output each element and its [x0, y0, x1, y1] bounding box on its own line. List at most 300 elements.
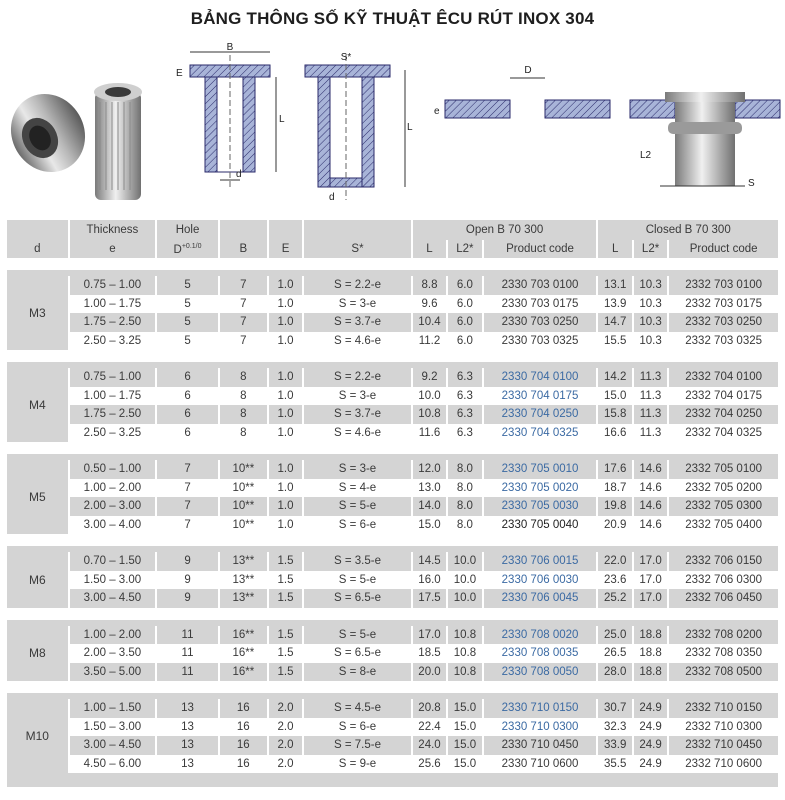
table-row [7, 295, 778, 314]
cell-b: 7 [240, 334, 247, 347]
cell-closed-code: 2332 706 0450 [669, 589, 778, 608]
cell-open-code: 2330 703 0250 [484, 313, 597, 332]
cell-l: 13.0 [418, 481, 441, 494]
cell-hole: 13 [157, 699, 218, 718]
cell-l: 25.6 [418, 757, 441, 770]
header-d: d [7, 240, 68, 258]
cell-hole: 6 [184, 426, 191, 439]
cell-e: 1.5 [269, 663, 302, 682]
cell-cl: 13.1 [598, 276, 631, 295]
cell-s: S = 6.5-e [334, 647, 381, 660]
cell-l: 10.0 [418, 389, 441, 402]
table-row [7, 571, 778, 590]
dim-b-label: B [226, 42, 234, 53]
cell-cl: 33.9 [598, 736, 631, 755]
cell-l2: 10.0 [453, 573, 477, 586]
cell-cl2: 18.8 [639, 647, 662, 660]
cell-hole: 9 [184, 573, 191, 586]
thread-size-cell: M6 [7, 552, 68, 608]
cell-closed-code: 2332 710 0450 [669, 736, 778, 755]
cell-hole: 6 [184, 389, 191, 402]
cell-cl: 13.9 [603, 297, 627, 310]
cell-cl2: 11.3 [634, 368, 667, 387]
cell-closed-code: 2332 703 0250 [669, 313, 778, 332]
cell-open-code: 2330 708 0020 [484, 626, 597, 645]
dim-s2-label: S [748, 178, 755, 189]
cell-s: S = 2.2-e [304, 276, 411, 295]
table-row [7, 387, 778, 406]
cell-closed-code: 2332 704 0250 [669, 405, 778, 424]
rivet-nut-upright-icon [94, 83, 142, 200]
header-open-product-code: Product code [484, 240, 597, 258]
cell-open-code: 2330 705 0010 [484, 460, 597, 479]
cell-open-code: 2330 708 0035 [501, 647, 579, 660]
cell-thickness: 1.00 – 2.00 [70, 626, 156, 645]
cell-closed-code: 2332 705 0400 [685, 518, 763, 531]
spec-table-body [7, 258, 778, 787]
cell-cl2: 24.9 [639, 757, 662, 770]
cell-s: S = 3.7-e [304, 405, 411, 424]
closed-end-section-drawing [305, 55, 405, 200]
cell-l2: 10.8 [448, 663, 481, 682]
cell-l: 16.0 [418, 573, 441, 586]
cell-l2: 6.3 [456, 426, 473, 439]
cell-l2: 15.0 [453, 757, 477, 770]
dim-d-closed-label: d [329, 192, 335, 203]
cell-l2: 6.0 [456, 297, 473, 310]
table-row [7, 405, 778, 424]
cell-e: 2.0 [269, 736, 302, 755]
cell-thickness: 1.50 – 3.00 [83, 573, 142, 586]
cell-cl: 14.7 [598, 313, 631, 332]
dim-l-label: L [279, 114, 285, 125]
header-open-l: L [413, 240, 446, 258]
header-s: S* [304, 240, 411, 258]
header-closed: Closed B 70 300 [598, 220, 778, 240]
cell-l2: 6.3 [448, 368, 481, 387]
cell-open-code: 2330 710 0150 [484, 699, 597, 718]
cell-hole: 7 [157, 497, 218, 516]
cell-cl2: 24.9 [634, 699, 667, 718]
cell-s: S = 4.5-e [304, 699, 411, 718]
cell-s: S = 5-e [338, 573, 377, 586]
cell-open-code: 2330 710 0450 [484, 736, 597, 755]
table-row [7, 332, 778, 351]
cell-closed-code: 2332 705 0100 [669, 460, 778, 479]
cell-thickness: 2.50 – 3.25 [83, 426, 142, 439]
plate-hole-drawing [445, 78, 610, 118]
cell-thickness: 3.00 – 4.00 [83, 518, 142, 531]
cell-cl2: 14.6 [639, 518, 662, 531]
cell-e: 2.0 [277, 757, 294, 770]
cell-open-code: 2330 703 0100 [484, 276, 597, 295]
cell-l2: 10.8 [453, 647, 477, 660]
cell-closed-code: 2332 703 0100 [669, 276, 778, 295]
cell-cl: 32.3 [603, 720, 627, 733]
page-title: BẢNG THÔNG SỐ KỸ THUẬT ÊCU RÚT INOX 304 [190, 9, 595, 28]
cell-cl2: 18.8 [634, 626, 667, 645]
cell-cl: 15.0 [603, 389, 627, 402]
cell-s: S = 4-e [338, 481, 377, 494]
cell-l: 17.5 [413, 589, 446, 608]
cell-l2: 8.0 [456, 518, 473, 531]
header-hole: Hole [157, 220, 218, 240]
cell-closed-code: 2332 705 0300 [669, 497, 778, 516]
cell-cl2: 11.3 [634, 405, 667, 424]
cell-l2: 10.0 [448, 589, 481, 608]
cell-e: 1.0 [277, 334, 294, 347]
cell-cl2: 14.6 [639, 481, 662, 494]
cell-l2: 8.0 [448, 497, 481, 516]
cell-closed-code: 2332 710 0300 [685, 720, 763, 733]
table-row [7, 699, 778, 718]
cell-hole: 11 [157, 626, 218, 645]
cell-s: S = 3-e [338, 389, 377, 402]
cell-s: S = 6.5-e [304, 589, 411, 608]
cell-l: 20.8 [413, 699, 446, 718]
table-row [7, 460, 778, 479]
cell-cl2: 17.0 [634, 552, 667, 571]
cell-cl: 28.0 [598, 663, 631, 682]
cell-thickness: 0.75 – 1.00 [70, 276, 156, 295]
cell-cl: 19.8 [598, 497, 631, 516]
cell-l2: 10.0 [448, 552, 481, 571]
cell-s: S = 3.5-e [304, 552, 411, 571]
cell-open-code: 2330 704 0250 [484, 405, 597, 424]
rivet-nut-photo [0, 80, 142, 200]
header-thickness-sub: e [70, 240, 156, 258]
cell-e: 1.5 [269, 552, 302, 571]
cell-e: 2.0 [277, 720, 294, 733]
cell-l: 12.0 [413, 460, 446, 479]
cell-cl: 20.9 [603, 518, 627, 531]
table-row [7, 589, 778, 608]
cell-closed-code: 2332 703 0325 [685, 334, 763, 347]
cell-e: 1.5 [269, 589, 302, 608]
cell-e: 1.0 [269, 368, 302, 387]
cell-l: 10.4 [413, 313, 446, 332]
cell-b: 16 [236, 720, 250, 733]
cell-cl2: 10.3 [639, 334, 662, 347]
cell-l: 18.5 [418, 647, 441, 660]
cell-b: 8 [240, 426, 247, 439]
cell-closed-code: 2332 704 0175 [685, 389, 763, 402]
table-row [7, 424, 778, 443]
cell-e: 2.0 [269, 699, 302, 718]
cell-open-code: 2330 703 0325 [501, 334, 579, 347]
cell-thickness: 1.50 – 3.00 [83, 720, 142, 733]
cell-b: 7 [220, 276, 267, 295]
cell-b: 8 [240, 389, 247, 402]
cell-b: 16 [220, 736, 267, 755]
cell-cl2: 10.3 [634, 313, 667, 332]
cell-l2: 6.0 [456, 334, 473, 347]
cell-b: 13** [232, 573, 255, 586]
cell-l: 9.2 [413, 368, 446, 387]
cell-hole: 11 [181, 647, 194, 660]
dim-s-label: S* [340, 52, 352, 63]
cell-open-code: 2330 705 0030 [484, 497, 597, 516]
cell-closed-code: 2332 705 0200 [685, 481, 763, 494]
cell-thickness: 0.50 – 1.00 [70, 460, 156, 479]
cell-s: S = 3-e [338, 297, 377, 310]
table-row [7, 626, 778, 645]
table-row [7, 718, 778, 737]
cell-hole: 13 [181, 757, 194, 770]
rivet-nut-tilted-icon [0, 80, 99, 185]
cell-thickness: 4.50 – 6.00 [83, 757, 142, 770]
cell-hole: 7 [157, 460, 218, 479]
table-row [7, 644, 778, 663]
cell-closed-code: 2332 710 0150 [669, 699, 778, 718]
cell-e: 1.0 [269, 313, 302, 332]
cell-b: 16 [236, 757, 250, 770]
cell-cl2: 14.6 [634, 460, 667, 479]
cell-l2: 6.3 [456, 389, 473, 402]
cell-b: 10** [232, 518, 255, 531]
header-closed-l: L [598, 240, 631, 258]
cell-hole: 6 [157, 405, 218, 424]
cell-thickness: 3.50 – 5.00 [70, 663, 156, 682]
cell-closed-code: 2332 708 0500 [669, 663, 778, 682]
cell-closed-code: 2332 708 0350 [685, 647, 763, 660]
cell-l: 8.8 [413, 276, 446, 295]
cell-l2: 6.3 [448, 405, 481, 424]
cell-cl: 23.6 [603, 573, 627, 586]
cell-e: 1.0 [269, 276, 302, 295]
thread-size-cell: M10 [7, 699, 68, 773]
cell-closed-code: 2332 703 0175 [685, 297, 763, 310]
cell-hole: 13 [157, 736, 218, 755]
cell-b: 13** [220, 589, 267, 608]
cell-closed-code: 2332 710 0600 [685, 757, 763, 770]
cell-cl2: 24.9 [639, 720, 662, 733]
cell-cl: 30.7 [598, 699, 631, 718]
cell-cl: 25.2 [598, 589, 631, 608]
cell-hole: 5 [157, 276, 218, 295]
table-row [7, 276, 778, 295]
installed-rivet-nut-drawing [630, 92, 780, 186]
cell-s: S = 9-e [338, 757, 377, 770]
cell-cl2: 14.6 [634, 497, 667, 516]
cell-closed-code: 2332 706 0300 [685, 573, 763, 586]
thread-size-cell: M8 [7, 626, 68, 682]
table-row [7, 368, 778, 387]
header-b: B [220, 240, 267, 258]
cell-open-code: 2330 706 0015 [484, 552, 597, 571]
header-d-top [7, 220, 68, 240]
cell-open-code: 2330 705 0020 [501, 481, 579, 494]
cell-hole: 6 [157, 368, 218, 387]
cell-hole: 7 [184, 518, 191, 531]
cell-l: 10.8 [413, 405, 446, 424]
table-row [7, 755, 778, 774]
cell-hole: 11 [157, 663, 218, 682]
cell-thickness: 1.00 – 1.50 [70, 699, 156, 718]
cell-s: S = 5-e [304, 497, 411, 516]
thread-size-cell: M5 [7, 460, 68, 534]
cell-l: 24.0 [413, 736, 446, 755]
cell-l: 17.0 [413, 626, 446, 645]
cell-l: 20.0 [413, 663, 446, 682]
cell-cl: 15.8 [598, 405, 631, 424]
header-thickness: Thickness [70, 220, 156, 240]
cell-e: 1.0 [277, 297, 294, 310]
cell-l: 14.5 [413, 552, 446, 571]
cell-closed-code: 2332 708 0200 [669, 626, 778, 645]
header-closed-l2: L2* [634, 240, 667, 258]
cell-cl2: 17.0 [634, 589, 667, 608]
cell-cl: 35.5 [603, 757, 627, 770]
cell-l: 11.6 [418, 426, 441, 439]
cell-s: S = 4.6-e [334, 334, 381, 347]
cell-hole: 9 [157, 552, 218, 571]
cell-b: 10** [220, 497, 267, 516]
cell-hole: 5 [184, 297, 191, 310]
table-row [7, 552, 778, 571]
cell-e: 1.0 [277, 518, 294, 531]
cell-cl: 14.2 [598, 368, 631, 387]
cell-open-code: 2330 708 0050 [484, 663, 597, 682]
cell-closed-code: 2332 704 0100 [669, 368, 778, 387]
cell-cl: 16.6 [603, 426, 627, 439]
cell-b: 7 [240, 297, 247, 310]
cell-open-code: 2330 710 0600 [501, 757, 579, 770]
cell-b: 16 [220, 699, 267, 718]
cell-e: 1.0 [269, 460, 302, 479]
cell-b: 10** [220, 460, 267, 479]
cell-cl2: 24.9 [634, 736, 667, 755]
cell-open-code: 2330 706 0030 [501, 573, 579, 586]
cell-b: 7 [220, 313, 267, 332]
cell-open-code: 2330 705 0040 [501, 518, 579, 531]
cell-cl2: 11.3 [639, 389, 662, 402]
cell-s: S = 6-e [338, 518, 377, 531]
cell-l: 15.0 [418, 518, 441, 531]
cell-l: 22.4 [418, 720, 441, 733]
dim-e-plate-label: e [434, 106, 440, 117]
cell-thickness: 1.00 – 1.75 [83, 297, 142, 310]
dim-e-label: E [176, 68, 183, 79]
cell-thickness: 2.50 – 3.25 [83, 334, 142, 347]
dim-D-label: D [524, 65, 532, 76]
table-row [7, 479, 778, 498]
cell-s: S = 3-e [304, 460, 411, 479]
cell-open-code: 2330 710 0300 [501, 720, 579, 733]
cell-cl: 25.0 [598, 626, 631, 645]
cell-thickness: 1.00 – 1.75 [83, 389, 142, 402]
cell-cl2: 17.0 [639, 573, 662, 586]
cell-cl: 18.7 [603, 481, 627, 494]
header-hole-d: D [173, 243, 182, 256]
cell-e: 1.0 [277, 389, 294, 402]
header-hole-sub [157, 240, 218, 258]
cell-s: S = 7.5-e [304, 736, 411, 755]
cell-thickness: 1.75 – 2.50 [70, 405, 156, 424]
thread-size-cell: M4 [7, 368, 68, 442]
dim-l2-label: L2 [640, 150, 652, 161]
table-row [7, 516, 778, 535]
cell-hole: 5 [184, 334, 191, 347]
cell-e: 1.5 [277, 647, 294, 660]
cell-cl: 26.5 [603, 647, 627, 660]
cell-s: S = 4.6-e [334, 426, 381, 439]
cell-open-code: 2330 704 0175 [501, 389, 579, 402]
cell-b: 8 [220, 368, 267, 387]
cell-l: 14.0 [413, 497, 446, 516]
dim-l-closed-label: L [407, 122, 413, 133]
cell-e: 1.5 [269, 626, 302, 645]
cell-l2: 15.0 [453, 720, 477, 733]
cell-l: 9.6 [421, 297, 438, 310]
cell-cl2: 10.3 [634, 276, 667, 295]
cell-s: S = 2.2-e [304, 368, 411, 387]
cell-s: S = 6-e [338, 720, 377, 733]
cell-thickness: 0.70 – 1.50 [70, 552, 156, 571]
cell-l2: 8.0 [456, 481, 473, 494]
cell-e: 1.0 [277, 481, 294, 494]
cell-cl: 15.5 [603, 334, 627, 347]
cell-s: S = 8-e [304, 663, 411, 682]
cell-thickness: 2.00 – 3.00 [70, 497, 156, 516]
header-e: E [269, 240, 302, 258]
cell-e: 1.0 [269, 497, 302, 516]
header-open-l2: L2* [448, 240, 481, 258]
table-row [7, 497, 778, 516]
cell-open-code: 2330 706 0045 [484, 589, 597, 608]
cell-thickness: 3.00 – 4.50 [70, 736, 156, 755]
cell-e: 1.0 [269, 405, 302, 424]
cell-thickness: 1.75 – 2.50 [70, 313, 156, 332]
thread-size-cell: M3 [7, 276, 68, 350]
cell-l: 11.2 [418, 334, 441, 347]
cell-b: 8 [220, 405, 267, 424]
cell-open-code: 2330 704 0325 [501, 426, 579, 439]
cell-thickness: 2.00 – 3.50 [83, 647, 142, 660]
cell-cl: 22.0 [598, 552, 631, 571]
open-end-section-drawing [190, 52, 276, 190]
cell-b: 16** [232, 647, 255, 660]
cell-b: 16** [220, 663, 267, 682]
header-hole-tolerance: +0.1/0 [181, 242, 202, 250]
technical-drawings [0, 40, 785, 215]
cell-b: 10** [232, 481, 255, 494]
cell-hole: 7 [184, 481, 191, 494]
table-row [7, 313, 778, 332]
cell-l2: 6.0 [448, 313, 481, 332]
cell-s: S = 3.7-e [304, 313, 411, 332]
cell-l2: 10.8 [448, 626, 481, 645]
cell-l2: 15.0 [448, 736, 481, 755]
table-row [7, 736, 778, 755]
spec-table [5, 220, 780, 787]
cell-e: 1.5 [277, 573, 294, 586]
header-open: Open B 70 300 [413, 220, 597, 240]
cell-cl2: 10.3 [639, 297, 662, 310]
cell-hole: 9 [157, 589, 218, 608]
cell-b: 13** [220, 552, 267, 571]
cell-thickness: 3.00 – 4.50 [70, 589, 156, 608]
cell-l2: 15.0 [448, 699, 481, 718]
cell-cl2: 18.8 [634, 663, 667, 682]
cell-l2: 8.0 [448, 460, 481, 479]
cell-e: 1.0 [277, 426, 294, 439]
cell-closed-code: 2332 706 0150 [669, 552, 778, 571]
header-closed-product-code: Product code [669, 240, 778, 258]
cell-l2: 6.0 [448, 276, 481, 295]
cell-open-code: 2330 703 0175 [501, 297, 579, 310]
cell-hole: 13 [181, 720, 194, 733]
